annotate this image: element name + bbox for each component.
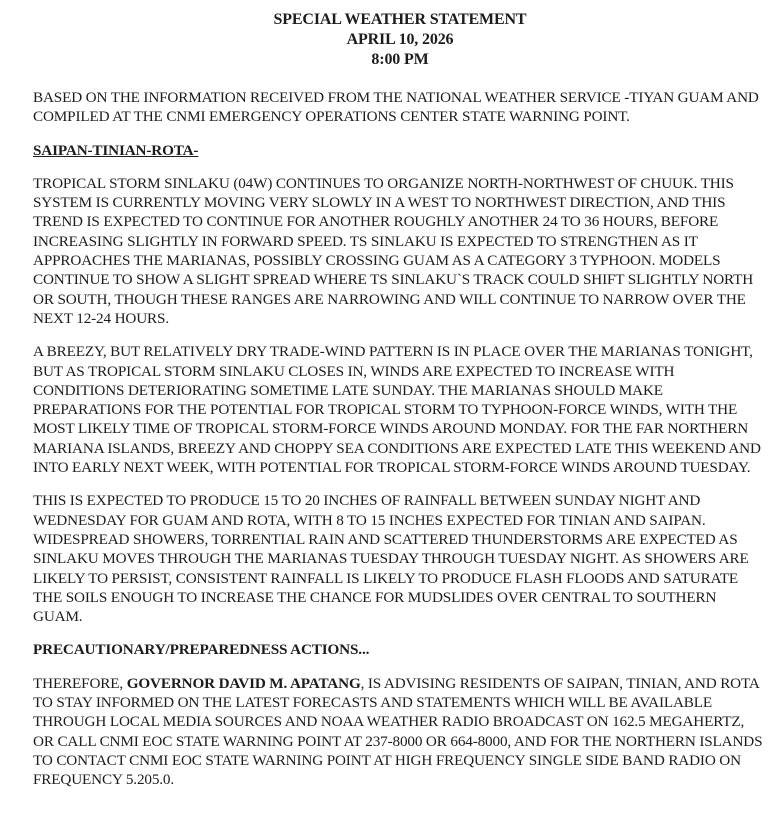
document-header	[33, 10, 767, 70]
intro-paragraph: BASED ON THE INFORMATION RECEIVED FROM THE NATIONAL WEATHER SERVICE -TIYAN GUAM AND COMPILED AT THE CNMI EMERGENCY OPERATIONS CENTER STATE WARNING POINT.	[33, 89, 759, 126]
advisory-paragraph	[33, 674, 767, 790]
wind-outlook-paragraph: A BREEZY, BUT RELATIVELY DRY TRADE-WIND PATTERN IS IN PLACE OVER THE MARIANAS TONIGHT, BUT AS TROPICAL STORM SINLAKU CLOSES IN, WINDS ARE EXPECTED TO INCREASE WITH CONDITIONS DETERIORATING SOMETIME LATE SUNDAY. THE MARIANAS SHOULD MAKE PREPARATIONS FOR THE POTENTIAL FOR TROPICAL STORM TO TYPHOON-FORCE WINDS, WITH THE MOST LIKELY TIME OF TROPICAL STORM-FORCE WINDS AROUND MONDAY. FOR THE FAR NORTHERN MARIANA ISLANDS, BREEZY AND CHOPPY SEA CONDITIONS ARE EXPECTED LATE THIS WEEKEND AND INTO EARLY NEXT WEEK, WITH POTENTIAL FOR TROPICAL STORM-FORCE WINDS AROUND TUESDAY.	[33, 343, 761, 477]
statement-title: SPECIAL WEATHER STATEMENT	[273, 11, 527, 28]
rainfall-paragraph: THIS IS EXPECTED TO PRODUCE 15 TO 20 INCHES OF RAINFALL BETWEEN SUNDAY NIGHT AND WEDNESDAY FOR GUAM AND ROTA, WITH 8 TO 15 INCHES EXPECTED FOR TINIAN AND SAIPAN. WIDESPREAD SHOWERS, TORRENTIAL RAIN AND SCATTERED THUNDERSTORMS ARE EXPECTED AS SINLAKU MOVES THROUGH THE MARIANAS TUESDAY THROUGH TUESDAY NIGHT. AS SHOWERS ARE LIKELY TO PERSIST, CONSISTENT RAINFALL IS LIKELY TO PRODUCE FLASH FLOODS AND SATURATE THE SOILS ENOUGH TO INCREASE THE CHANCE FOR MUDSLIDES OVER CENTRAL TO SOUTHERN GUAM.	[33, 492, 749, 626]
advisory-suffix: , IS ADVISING RESIDENTS OF SAIPAN, TINIAN, AND ROTA TO STAY INFORMED ON THE LATEST FORECASTS AND STATEMENTS WHICH WILL BE AVAILABLE THROUGH LOCAL MEDIA SOURCES AND NOAA WEATHER RADIO BROADCAST ON 162.5 MEGAHERTZ, OR CALL CNMI EOC STATE WARNING POINT AT 237-8000 OR 664-8000, AND FOR THE NORTHERN ISLANDS TO CONTACT CNMI EOC STATE WARNING POINT AT HIGH FREQUENCY SINGLE SIDE BAND RADIO ON FREQUENCY 5.205.0.	[33, 674, 763, 789]
actions-heading: PRECAUTIONARY/PREPAREDNESS ACTIONS...	[33, 641, 370, 659]
section-heading: SAIPAN-TINIAN-ROTA-	[33, 141, 199, 159]
statement-time: 8:00 PM	[371, 51, 429, 68]
advisory-prefix: THEREFORE,	[33, 674, 127, 692]
statement-date: APRIL 10, 2026	[346, 31, 454, 48]
storm-status-paragraph: TROPICAL STORM SINLAKU (04W) CONTINUES TO ORGANIZE NORTH-NORTHWEST OF CHUUK. THIS SYSTEM IS CURRENTLY MOVING VERY SLOWLY IN A WEST TO NORTHWEST DIRECTION, AND THIS TREND IS EXPECTED TO CONTINUE FOR ANOTHER ROUGHLY ANOTHER 24 TO 36 HOURS, BEFORE INCREASING SLIGHTLY IN FORWARD SPEED. TS SINLAKU IS EXPECTED TO STRENGTHEN AS IT APPROACHES THE MARIANAS, POSSIBLY CROSSING GUAM AS A CATEGORY 3 TYPHOON. MODELS CONTINUE TO SHOW A SLIGHT SPREAD WHERE TS SINLAKU`S TRACK COULD SHIFT SLIGHTLY NORTH OR SOUTH, THOUGH THESE RANGES ARE NARROWING AND WILL CONTINUE TO NARROW OVER THE NEXT 12-24 HOURS.	[33, 174, 754, 327]
governor-name: GOVERNOR DAVID M. APATANG	[126, 674, 361, 692]
